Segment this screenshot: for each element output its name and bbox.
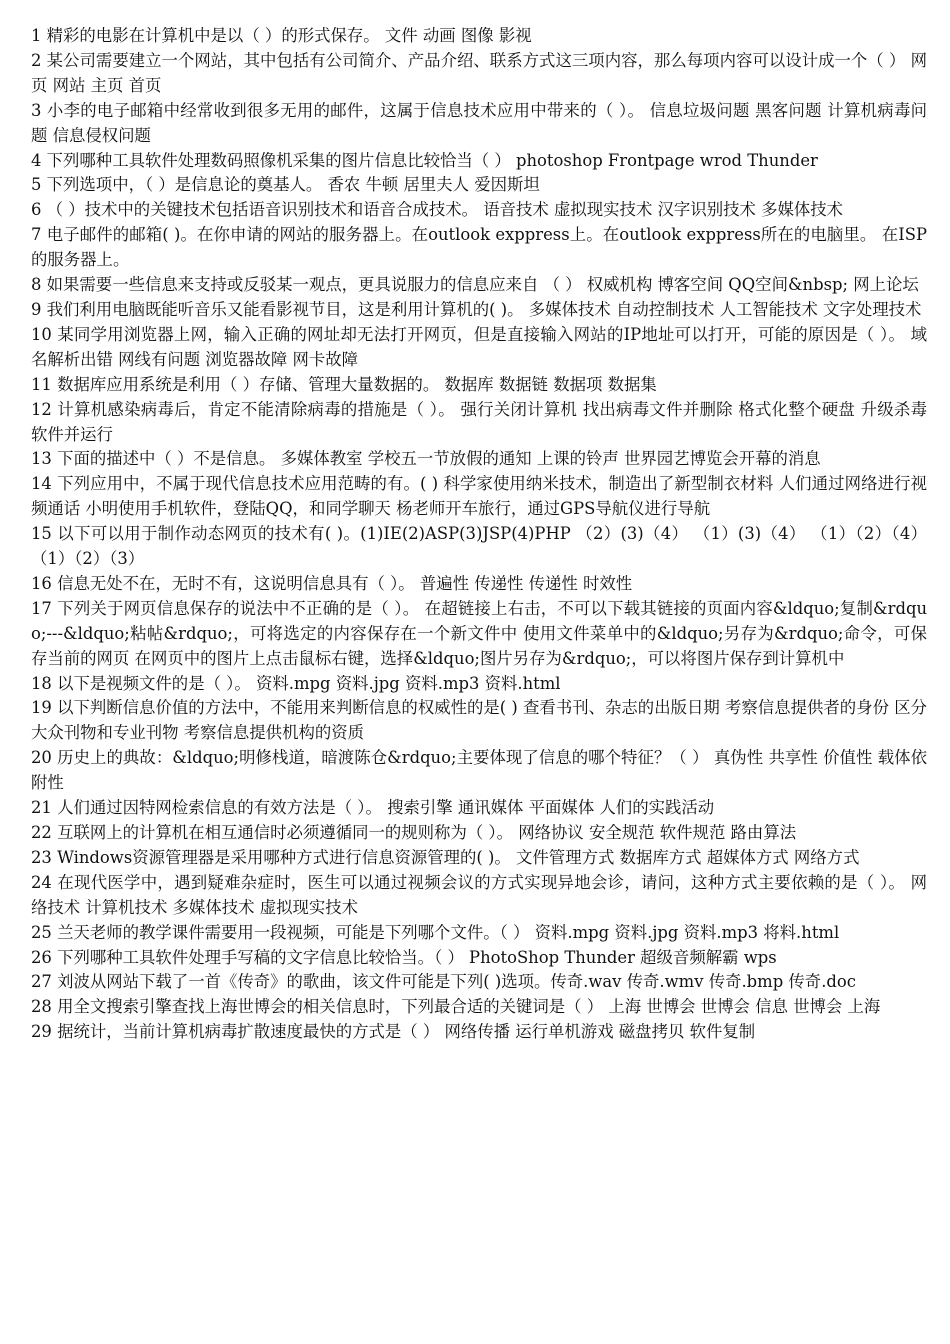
question-item: 1 精彩的电影在计算机中是以（ ）的形式保存。 文件 动画 图像 影视 [31,26,532,45]
question-item: 22 互联网上的计算机在相互通信时必须遵循同一的规则称为（ ）。 网络协议 安全规范 软件规范 路由算法 [31,823,797,842]
question-item: 8 如果需要一些信息来支持或反驳某一观点，更具说服力的信息应来自 （ ） 权威机构 博客空间 QQ空间&nbsp; 网上论坛 [31,275,919,295]
question-item: 2 某公司需要建立一个网站，其中包括有公司简介、产品介绍、联系方式这三项内容，那么每项内容可以设计成一个（ ） 网页 网站 主页 首页 [31,50,927,95]
question-item: 15 以下可以用于制作动态网页的技术有( )。(1)IE(2)ASP(3)JSP(4)PHP （2）(3)（4） （1）(3)（4） （1）（2）（4） （1）（2）（3） [31,524,927,569]
question-item: 25 兰天老师的教学课件需要用一段视频，可能是下列哪个文件。（ ） 资料.mpg 资料.jpg 资料.mp3 将料.html [31,922,840,942]
question-item: 13 下面的描述中（ ）不是信息。 多媒体教室 学校五一节放假的通知 上课的铃声 世界园艺博览会开幕的消息 [31,449,821,469]
question-item: 18 以下是视频文件的是（ ）。 资料.mpg 资料.jpg 资料.mp3 资料.html [31,673,561,693]
question-item: 9 我们利用电脑既能听音乐又能看影视节目，这是利用计算机的( )。 多媒体技术 自动控制技术 人工智能技术 文字处理技术 [31,299,922,319]
question-item: 23 Windows资源管理器是采用哪种方式进行信息资源管理的( )。 文件管理方式 数据库方式 超媒体方式 网络方式 [31,847,860,867]
question-item: 29 据统计，当前计算机病毒扩散速度最快的方式是（ ） 网络传播 运行单机游戏 磁盘拷贝 软件复制 [31,1022,756,1042]
question-item: 14 下列应用中，不属于现代信息技术应用范畴的有。( ) 科学家使用纳米技术，制造出了新型制衣材料 人们通过网络进行视频通话 小明使用手机软件，登陆QQ，和同学聊天 杨老师开车旅行，通过GPS导航仪进行导航 [31,474,927,519]
question-list [31,24,927,1045]
question-item: 6 （ ）技术中的关键技术包括语音识别技术和语音合成技术。 语音技术 虚拟现实技术 汉字识别技术 多媒体技术 [31,200,844,220]
question-item: 7 电子邮件的邮箱( )。在你申请的网站的服务器上。在outlook exppress上。在outlook exppress所在的电脑里。 在ISP的服务器上。 [31,225,927,270]
question-item: 12 计算机感染病毒后，肯定不能清除病毒的措施是（ ）。 强行关闭计算机 找出病毒文件并删除 格式化整个硬盘 升级杀毒软件并运行 [31,399,927,444]
question-item: 4 下列哪种工具软件处理数码照像机采集的图片信息比较恰当（ ） photoshop Frontpage wrod Thunder [31,150,818,170]
question-item: 20 历史上的典故：&ldquo;明修栈道，暗渡陈仓&rdquo;主要体现了信息的哪个特征？（ ） 真伪性 共享性 价值性 载体依附性 [31,748,927,793]
question-item: 27 刘波从网站下载了一首《传奇》的歌曲，该文件可能是下列( )选项。传奇.wav 传奇.wmv 传奇.bmp 传奇.doc [31,972,856,992]
question-item: 5 下列选项中，（ ）是信息论的奠基人。 香农 牛顿 居里夫人 爱因斯坦 [31,175,540,195]
question-item: 19 以下判断信息价值的方法中，不能用来判断信息的权威性的是( ) 查看书刊、杂志的出版日期 考察信息提供者的身份 区分大众刊物和专业刊物 考察信息提供机构的资质 [31,698,927,743]
question-item: 3 小李的电子邮箱中经常收到很多无用的邮件，这属于信息技术应用中带来的（ ）。 信息垃圾问题 黑客问题 计算机病毒问题 信息侵权问题 [31,100,927,145]
question-item: 26 下列哪种工具软件处理手写稿的文字信息比较恰当。（ ） PhotoShop Thunder 超级音频解霸 wps [31,947,777,967]
question-item: 17 下列关于网页信息保存的说法中不正确的是（ ）。 在超链接上右击，不可以下载其链接的页面内容&ldquo;复制&rdquo;---&ldquo;粘帖&rdquo;，可将选定的内容保存在一个新文件中 使用文件菜单中的&ldquo;另存为&rdquo;命令，可保存当前的网页 在网页中的图片上点击鼠标右键，选择&ldquo;图片另存为&rdquo;，可以将图片保存到计算机中 [31,598,927,668]
question-item: 11 数据库应用系统是利用（ ）存储、管理大量数据的。 数据库 数据链 数据项 数据集 [31,374,657,394]
question-item: 24 在现代医学中，遇到疑难杂症时，医生可以通过视频会议的方式实现异地会诊，请问，这种方式主要依赖的是（ ）。 网络技术 计算机技术 多媒体技术 虚拟现实技术 [31,872,927,917]
question-item: 16 信息无处不在，无时不有，这说明信息具有（ ）。 普遍性 传递性 传递性 时效性 [31,573,633,593]
question-item: 10 某同学用浏览器上网，输入正确的网址却无法打开网页，但是直接输入网站的IP地址可以打开，可能的原因是（ ）。 域名解析出错 网线有问题 浏览器故障 网卡故障 [31,324,927,369]
question-item: 21 人们通过因特网检索信息的有效方法是（ ）。 搜索引擎 通讯媒体 平面媒体 人们的实践活动 [31,798,715,818]
question-item: 28 用全文搜索引擎查找上海世博会的相关信息时，下列最合适的关键词是（ ） 上海 世博会 世博会 信息 世博会 上海 [31,997,881,1017]
